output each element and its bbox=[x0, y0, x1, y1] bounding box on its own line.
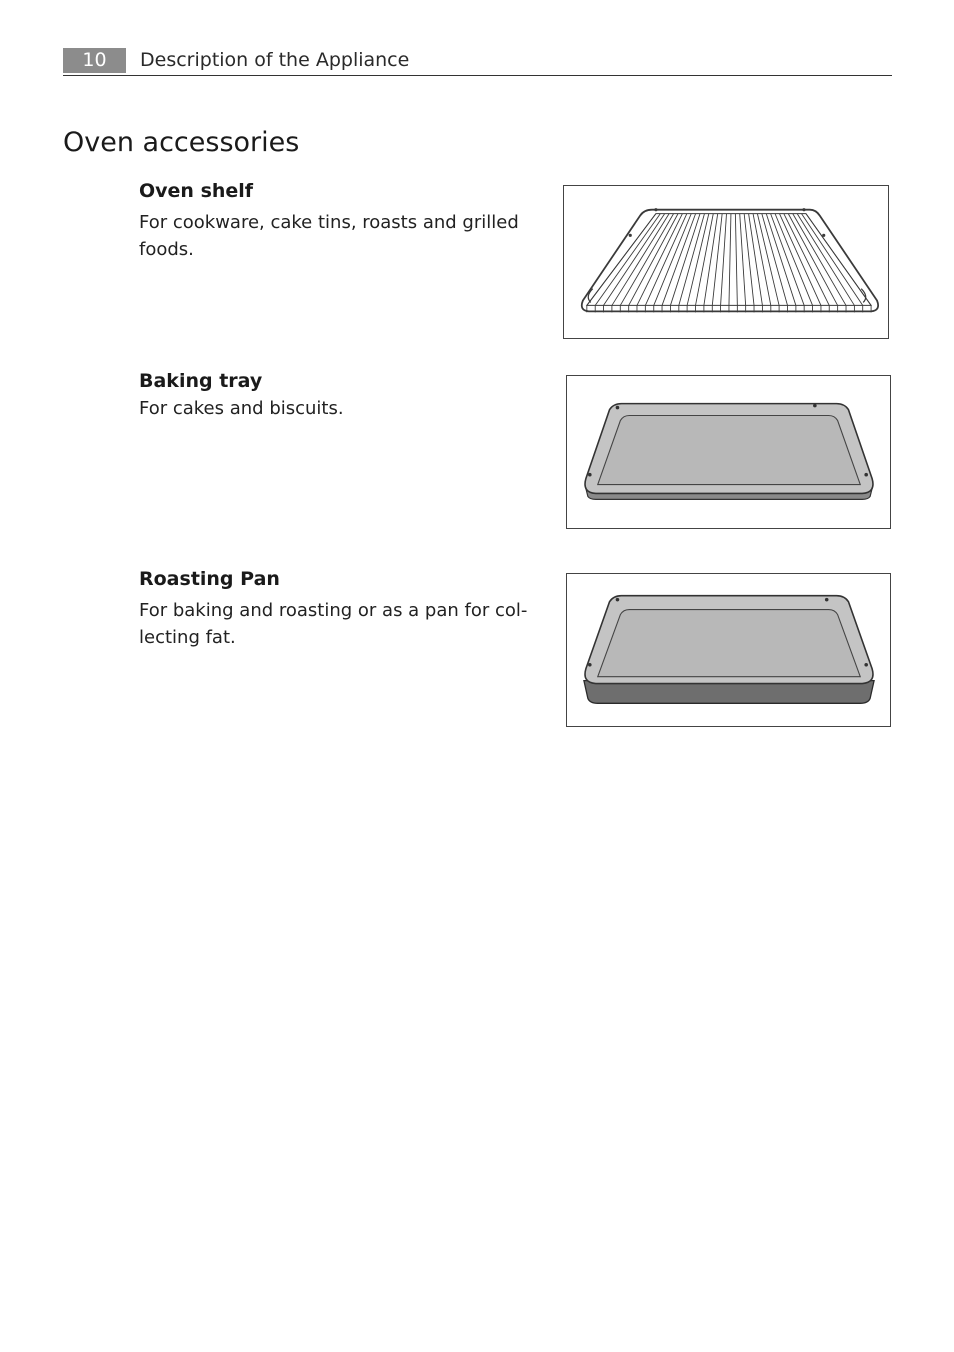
baking-tray-title: Baking tray bbox=[139, 370, 263, 392]
oven-shelf-figure bbox=[563, 185, 889, 339]
oven-shelf-description: For cookware, cake tins, roasts and grilled foods. bbox=[139, 212, 519, 260]
section-title: Oven accessories bbox=[63, 127, 300, 158]
oven-shelf-title: Oven shelf bbox=[139, 180, 254, 202]
roasting-pan-icon bbox=[567, 574, 890, 726]
oven-shelf-icon bbox=[564, 186, 888, 338]
page-number: 10 bbox=[63, 48, 126, 73]
page-header bbox=[63, 46, 892, 76]
roasting-pan-figure bbox=[566, 573, 891, 727]
roasting-pan-title: Roasting Pan bbox=[139, 568, 280, 590]
chapter-title: Description of the Appliance bbox=[140, 49, 410, 71]
baking-tray-description: For cakes and biscuits. bbox=[139, 398, 344, 419]
baking-tray-icon bbox=[567, 376, 890, 528]
baking-tray-figure bbox=[566, 375, 891, 529]
roasting-pan-description: For baking and roasting or as a pan for collecting fat. bbox=[139, 600, 528, 648]
